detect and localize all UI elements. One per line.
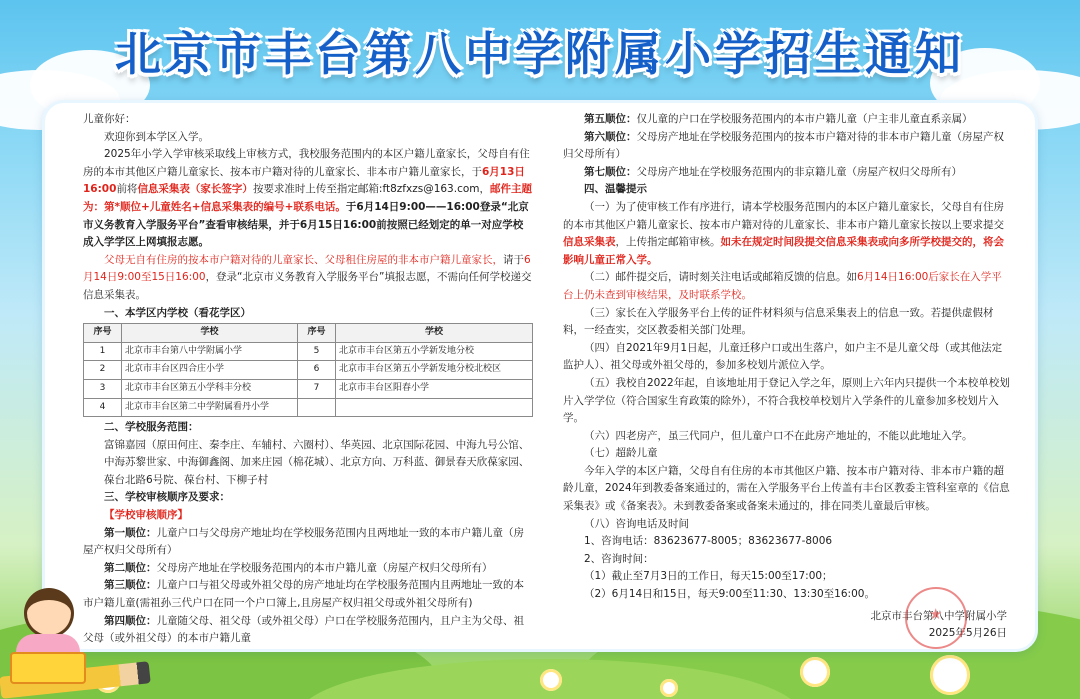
order-item-3: 第三顺位：儿童户口与祖父母或外祖父母的房产地址均在学校服务范围内且两地址一致的本市户籍儿童(需祖孙三代户口在同一个户口簿上,且房屋产权归祖父母或外祖父母所有) (83, 579, 524, 610)
signature-org: 北京市丰台第八中学附属小学 (870, 609, 1007, 622)
table-header: 序号 (298, 324, 336, 343)
table-cell: 6 (298, 361, 336, 380)
order-item-2: 第二顺位：父母房产地址在学校服务范围内的本市户籍儿童（房屋产权归父母所有） (104, 561, 493, 574)
order-item-7: 第七顺位：父母房产地址在学校服务范围内的非京籍儿童（房屋产权归父母所有） (584, 165, 962, 178)
flower-decoration (540, 669, 562, 691)
table-cell: 2 (84, 361, 122, 380)
table-cell: 北京市丰台区四合庄小学 (122, 361, 298, 380)
order-item-5: 第五顺位：仅儿童的户口在学校服务范围内的本市户籍儿童（户主非儿童直系亲属） (584, 113, 973, 125)
section-heading: 二、学校服务范围： (104, 421, 199, 434)
section-heading: 一、本学区内学校（看花学区） (104, 306, 251, 319)
school-table (83, 323, 533, 417)
tip-1: （一）为了使审核工作有序进行，请本学校服务范围内的本区户籍儿童家长，父母自有住房的本市其他区户籍儿童家长、按本市户籍对待的儿童家长、非本市户籍儿童家长按以上要求提交信息采集表，上传指定邮箱审核。如未在规定时间段提交信息采集表或向多所学校提交的，将会影响儿童正常入学。 (563, 200, 1004, 266)
contact-time-1: （1）截止至7月3日的工作日，每天15:00至17:00； (584, 570, 833, 583)
table-row (84, 342, 533, 361)
table-header-row (84, 324, 533, 343)
signature-date: 2025年5月26日 (928, 627, 1007, 640)
table-cell (298, 398, 336, 417)
service-scope: 富锦嘉园（原田何庄、秦李庄、车辅村、六圈村）、华英园、北京国际花园、中海九号公馆、中海苏黎世家、中海御鑫阁、加来庄园（棉花城）、北京方向、万科蓝、御景春天欣葆家园、葆台北路6号院、葆台村、下柳子村 (104, 438, 530, 486)
child-reading-illustration (2, 582, 92, 697)
school-seal-stamp (905, 587, 967, 649)
table-cell: 北京市丰台区阳春小学 (336, 379, 533, 398)
table-row (84, 398, 533, 417)
greeting: 儿童你好： (83, 113, 136, 125)
welcome-text: 欢迎你到本学区入学。 (104, 130, 209, 143)
table-cell: 北京市丰台区第五小学新发地分校 (336, 342, 533, 361)
table-cell: 北京市丰台区第二中学附属看丹小学 (122, 398, 298, 417)
order-heading: 【学校审核顺序】 (104, 509, 188, 522)
table-row (84, 361, 533, 380)
table-cell: 北京市丰台第八中学附属小学 (122, 342, 298, 361)
order-item-1: 第一顺位：儿童户口与父母房产地址均在学校服务范围内且两地址一致的本市户籍儿童（房屋产权归父母所有） (83, 526, 524, 557)
tip-7-text: 今年入学的本区户籍，父母自有住房的本市其他区户籍、按本市户籍对待、非本市户籍的超龄儿童，2024年到教委备案通过的，需在入学服务平台上传盖有丰台区教委主管科室章的《信息采集表》或《备案表》。未到教委备案或备案未通过的，排在同类儿童最后审核。 (563, 464, 1010, 513)
table-cell: 1 (84, 342, 122, 361)
paragraph-1: 2025年小学入学审核采取线上审核方式，我校服务范围内的本区户籍儿童家长，父母自有住房的本市其他区户籍儿童家长、按本市户籍对待的儿童家长、非本市户籍儿童家长，于6月13日16:00前将信息采集表（家长签字）按要求准时上传至指定邮箱:ft8zfxzs@163.com，邮件主题为：第*顺位+儿童姓名+信息采集表的编号+联系电话。于6月14日9:00——16:00登录“北京市义务教育入学服务平台”查看审核结果，并于6月15日16:00前按照已经划定的单一对应学校成入学学区上网填报志愿。 (83, 148, 532, 249)
contact-time-heading: 2、咨询时间： (584, 552, 654, 565)
contact-time-2: （2）6月14日和15日，每天9:00至11:30、13:30至16:00。 (584, 588, 875, 601)
flower-decoration (660, 679, 678, 697)
tip-4: （四）自2021年9月1日起，儿童迁移户口或出生落户，如户主不是儿童父母（或其他法定监护人）、祖父母或外祖父母的，参加多校划片派位入学。 (563, 341, 1003, 372)
table-header: 序号 (84, 324, 122, 343)
contact-phone: 1、咨询电话：83623677-8005；83623677-8006 (584, 535, 833, 548)
order-item-6: 第六顺位：父母房产地址在学校服务范围内的按本市户籍对待的非本市户籍儿童（房屋产权归父母所有） (563, 130, 1004, 161)
book-icon (10, 652, 86, 684)
paragraph-2: 父母无自有住房的按本市户籍对待的儿童家长、父母租住房屋的非本市户籍儿童家长，请于6月14日9:00至15日16:00，登录“北京市义务教育入学服务平台”填报志愿，不需向任何学校递交信息采集表。 (83, 253, 532, 301)
child-head (24, 588, 74, 638)
tip-5: （五）我校自2022年起，自该地址用于登记入学之年，原则上六年内只提供一个本校单校划片入学学位（符合国家生育政策的除外），不符合我校单校划片入学条件的儿童参加多校划片入学。 (563, 376, 1010, 425)
contact-heading: （八）咨询电话及时间 (584, 517, 689, 530)
tip-7: （七）超龄儿童 (584, 447, 658, 460)
section-heading: 四、温馨提示 (584, 183, 647, 196)
right-column (563, 111, 1011, 643)
table-header: 学校 (336, 324, 533, 343)
page-title: 北京市丰台第八中学附属小学招生通知 (115, 27, 965, 81)
table-header: 学校 (122, 324, 298, 343)
table-cell: 4 (84, 398, 122, 417)
table-cell: 7 (298, 379, 336, 398)
tip-6: （六）四老房产，虽三代同户，但儿童户口不在此房产地址的，不能以此地址入学。 (584, 429, 973, 442)
section-heading: 三、学校审核顺序及要求： (104, 491, 230, 504)
tip-3: （三）家长在入学服务平台上传的证件材料须与信息采集表上的信息一致。若提供虚假材料，一经查实，交区教委相关部门处理。 (563, 306, 994, 337)
table-row (84, 379, 533, 398)
left-column (83, 111, 533, 648)
table-cell: 北京市丰台区第五小学新发地分校北校区 (336, 361, 533, 380)
table-cell: 北京市丰台区第五小学科丰分校 (122, 379, 298, 398)
table-cell (336, 398, 533, 417)
table-cell: 3 (84, 379, 122, 398)
table-cell: 5 (298, 342, 336, 361)
notice-panel (42, 100, 1038, 652)
flower-decoration (800, 657, 830, 687)
tip-2: （二）邮件提交后，请时刻关注电话或邮箱反馈的信息。如6月14日16:00后家长在入学平台上仍未查到审核结果，及时联系学校。 (563, 271, 1002, 301)
flower-decoration (930, 655, 970, 695)
order-item-4: 第四顺位：儿童随父母、祖父母（或外祖父母）户口在学校服务范围内，且户主为父母、祖父母（或外祖父母）的本市户籍儿童 (83, 614, 524, 645)
